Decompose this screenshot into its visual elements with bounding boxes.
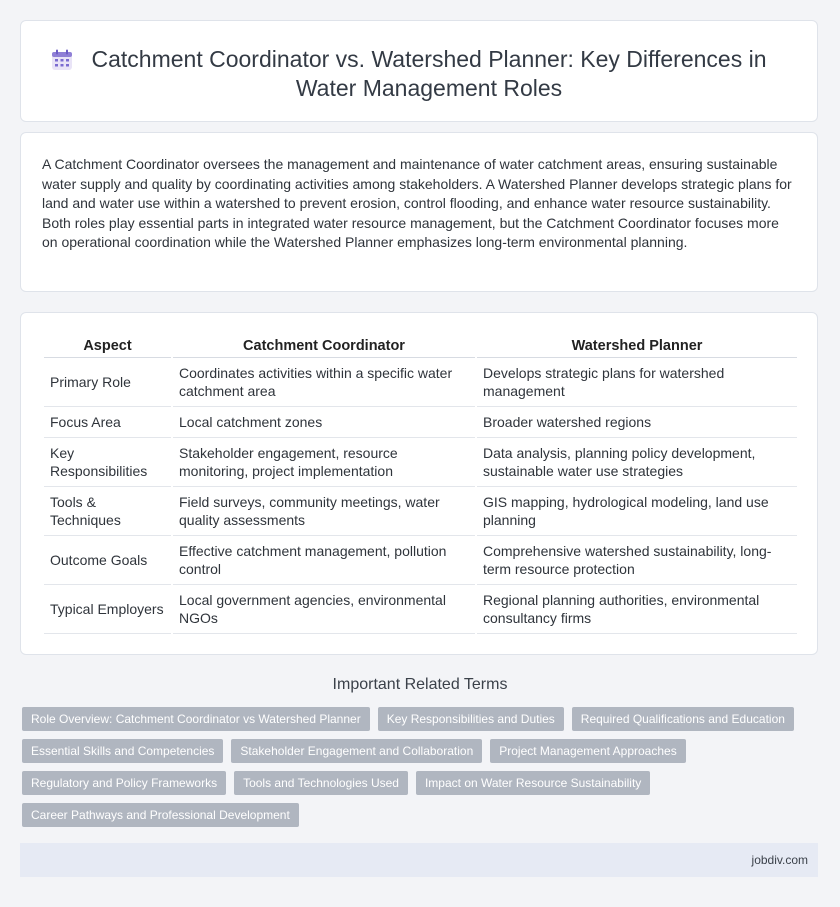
footer — [20, 843, 818, 877]
cell-watershed: GIS mapping, hydrological modeling, land use planning — [477, 487, 797, 536]
cell-catchment: Local catchment zones — [173, 407, 475, 438]
cell-aspect: Outcome Goals — [44, 536, 171, 585]
related-term-tag[interactable]: Essential Skills and Competencies — [22, 739, 223, 763]
comparison-table — [42, 334, 799, 634]
table-row — [44, 438, 797, 487]
cell-aspect: Focus Area — [44, 407, 171, 438]
table-header-row — [44, 334, 797, 358]
cell-aspect: Tools & Techniques — [44, 487, 171, 536]
related-term-tag[interactable]: Career Pathways and Professional Development — [22, 803, 299, 827]
table-row — [44, 358, 797, 407]
cell-aspect: Typical Employers — [44, 585, 171, 634]
related-term-tag[interactable]: Impact on Water Resource Sustainability — [416, 771, 650, 795]
related-term-tag[interactable]: Regulatory and Policy Frameworks — [22, 771, 226, 795]
header-card — [20, 20, 818, 122]
table-row — [44, 536, 797, 585]
related-term-tag[interactable]: Project Management Approaches — [490, 739, 685, 763]
cell-watershed: Regional planning authorities, environmental consultancy firms — [477, 585, 797, 634]
table-row — [44, 585, 797, 634]
related-terms-list — [22, 707, 812, 827]
header-aspect: Aspect — [44, 334, 171, 358]
intro-card — [20, 132, 818, 292]
cell-catchment: Stakeholder engagement, resource monitoring, project implementation — [173, 438, 475, 487]
related-term-tag[interactable]: Key Responsibilities and Duties — [378, 707, 564, 731]
cell-catchment: Coordinates activities within a specific water catchment area — [173, 358, 475, 407]
related-term-tag[interactable]: Tools and Technologies Used — [234, 771, 408, 795]
intro-paragraph: A Catchment Coordinator oversees the management and maintenance of water catchment areas, ensuring sustainable water supply and quality by coordinating activities among stakeholders. A Watershed Planner develops strategic plans for land and water use within a watershed to prevent erosion, control flooding, and enhance water resource sustainability. Both roles play essential parts in integrated water resource management, but the Catchment Coordinator focuses more on operational coordination while the Watershed Planner emphasizes long-term environmental planning. — [42, 156, 792, 250]
cell-aspect: Key Responsibilities — [44, 438, 171, 487]
comparison-card — [20, 312, 818, 655]
header-catchment-coordinator: Catchment Coordinator — [173, 334, 475, 358]
cell-catchment: Effective catchment management, pollution control — [173, 536, 475, 585]
header-watershed-planner: Watershed Planner — [477, 334, 797, 358]
table-row — [44, 407, 797, 438]
cell-catchment: Field surveys, community meetings, water quality assessments — [173, 487, 475, 536]
related-term-tag[interactable]: Stakeholder Engagement and Collaboration — [231, 739, 482, 763]
related-terms-title: Important Related Terms — [332, 676, 508, 693]
table-row — [44, 487, 797, 536]
cell-watershed: Data analysis, planning policy development, sustainable water use strategies — [477, 438, 797, 487]
cell-watershed: Develops strategic plans for watershed management — [477, 358, 797, 407]
cell-watershed: Comprehensive watershed sustainability, long-term resource protection — [477, 536, 797, 585]
cell-catchment: Local government agencies, environmental NGOs — [173, 585, 475, 634]
related-term-tag[interactable]: Required Qualifications and Education — [572, 707, 794, 731]
footer-site-link[interactable]: jobdiv.com — [751, 853, 808, 867]
cell-aspect: Primary Role — [44, 358, 171, 407]
cell-watershed: Broader watershed regions — [477, 407, 797, 438]
page-title: Catchment Coordinator vs. Watershed Planner: Key Differences in Water Management Roles — [91, 46, 767, 101]
related-term-tag[interactable]: Role Overview: Catchment Coordinator vs Watershed Planner — [22, 707, 370, 731]
